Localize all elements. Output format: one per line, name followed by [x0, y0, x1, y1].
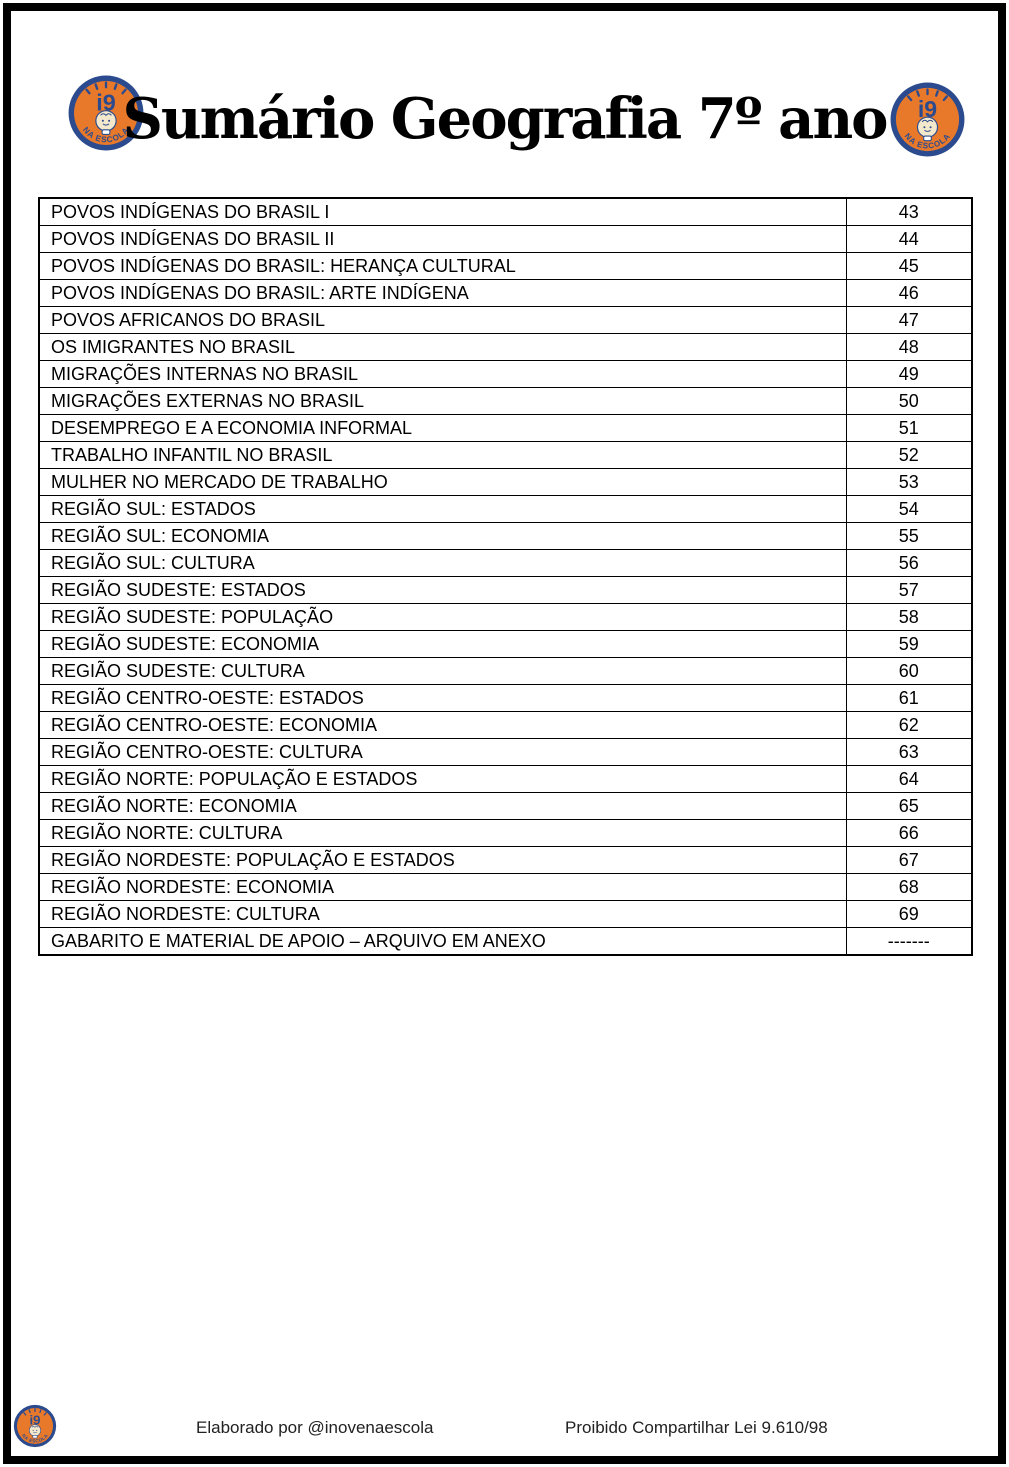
- toc-entry-title: POVOS INDÍGENAS DO BRASIL: HERANÇA CULTURAL: [39, 253, 846, 280]
- toc-entry-title: GABARITO E MATERIAL DE APOIO – ARQUIVO EM ANEXO: [39, 928, 846, 956]
- toc-entry-page-number: 51: [846, 415, 972, 442]
- toc-entry-title: POVOS INDÍGENAS DO BRASIL I: [39, 198, 846, 226]
- toc-entry-page-number: 57: [846, 577, 972, 604]
- toc-entry-title: REGIÃO NORDESTE: POPULAÇÃO E ESTADOS: [39, 847, 846, 874]
- toc-entry-page-number: 66: [846, 820, 972, 847]
- toc-entry-page-number: 59: [846, 631, 972, 658]
- table-row: [39, 631, 972, 658]
- toc-entry-page-number: 60: [846, 658, 972, 685]
- table-row: [39, 523, 972, 550]
- table-row: [39, 820, 972, 847]
- toc-entry-page-number: 52: [846, 442, 972, 469]
- toc-entry-page-number: 68: [846, 874, 972, 901]
- table-row: [39, 280, 972, 307]
- table-row: [39, 712, 972, 739]
- toc-entry-page-number: 69: [846, 901, 972, 928]
- toc-entry-title: POVOS INDÍGENAS DO BRASIL II: [39, 226, 846, 253]
- table-row: [39, 415, 972, 442]
- toc-entry-page-number: 46: [846, 280, 972, 307]
- table-row: [39, 901, 972, 928]
- toc-entry-title: REGIÃO NORTE: ECONOMIA: [39, 793, 846, 820]
- table-row: [39, 442, 972, 469]
- footer-copyright-notice: Proibido Compartilhar Lei 9.610/98: [565, 1418, 828, 1437]
- toc-entry-page-number: 54: [846, 496, 972, 523]
- toc-entry-page-number: 61: [846, 685, 972, 712]
- toc-entry-title: TRABALHO INFANTIL NO BRASIL: [39, 442, 846, 469]
- table-row: [39, 847, 972, 874]
- toc-entry-page-number: 63: [846, 739, 972, 766]
- toc-entry-page-number: 56: [846, 550, 972, 577]
- table-row: [39, 361, 972, 388]
- table-row: [39, 874, 972, 901]
- table-row: [39, 604, 972, 631]
- page-title: Sumário Geografia 7º ano: [122, 86, 887, 152]
- toc-entry-page-number: 50: [846, 388, 972, 415]
- table-row: [39, 766, 972, 793]
- toc-entry-title: REGIÃO SUDESTE: CULTURA: [39, 658, 846, 685]
- toc-entry-title: REGIÃO NORDESTE: CULTURA: [39, 901, 846, 928]
- toc-entry-title: REGIÃO SUDESTE: POPULAÇÃO: [39, 604, 846, 631]
- table-row: [39, 658, 972, 685]
- toc-entry-title: REGIÃO CENTRO-OESTE: CULTURA: [39, 739, 846, 766]
- toc-entry-page-number: 43: [846, 198, 972, 226]
- toc-entry-title: REGIÃO SUDESTE: ECONOMIA: [39, 631, 846, 658]
- table-row: [39, 496, 972, 523]
- toc-entry-title: MULHER NO MERCADO DE TRABALHO: [39, 469, 846, 496]
- table-row: [39, 226, 972, 253]
- toc-entry-page-number: 45: [846, 253, 972, 280]
- toc-entry-page-number: 47: [846, 307, 972, 334]
- table-row: [39, 253, 972, 280]
- table-row: [39, 793, 972, 820]
- toc-entry-page-number: 53: [846, 469, 972, 496]
- toc-entry-page-number: 49: [846, 361, 972, 388]
- toc-entry-title: REGIÃO CENTRO-OESTE: ESTADOS: [39, 685, 846, 712]
- toc-entry-title: REGIÃO SUL: ECONOMIA: [39, 523, 846, 550]
- table-row: [39, 388, 972, 415]
- toc-entry-title: MIGRAÇÕES EXTERNAS NO BRASIL: [39, 388, 846, 415]
- toc-entry-page-number: -------: [846, 928, 972, 956]
- toc-entry-page-number: 67: [846, 847, 972, 874]
- toc-entry-page-number: 55: [846, 523, 972, 550]
- table-row: [39, 928, 972, 956]
- table-row: [39, 334, 972, 361]
- toc-entry-page-number: 64: [846, 766, 972, 793]
- footer-credit-text: Elaborado por @inovenaescola: [196, 1418, 434, 1437]
- table-row: [39, 307, 972, 334]
- toc-table: [38, 197, 973, 956]
- table-row: [39, 550, 972, 577]
- table-row: [39, 577, 972, 604]
- table-row: [39, 685, 972, 712]
- toc-entry-title: REGIÃO CENTRO-OESTE: ECONOMIA: [39, 712, 846, 739]
- toc-entry-title: REGIÃO SUL: ESTADOS: [39, 496, 846, 523]
- toc-entry-title: REGIÃO NORTE: POPULAÇÃO E ESTADOS: [39, 766, 846, 793]
- table-row: [39, 469, 972, 496]
- toc-entry-title: REGIÃO SUL: CULTURA: [39, 550, 846, 577]
- toc-entry-title: REGIÃO NORTE: CULTURA: [39, 820, 846, 847]
- toc-entry-title: POVOS INDÍGENAS DO BRASIL: ARTE INDÍGENA: [39, 280, 846, 307]
- i9-na-escola-logo-icon: [13, 1404, 57, 1448]
- table-row: [39, 198, 972, 226]
- toc-entry-page-number: 48: [846, 334, 972, 361]
- toc-entry-title: REGIÃO SUDESTE: ESTADOS: [39, 577, 846, 604]
- toc-entry-page-number: 65: [846, 793, 972, 820]
- table-row: [39, 739, 972, 766]
- i9-na-escola-logo-icon: [889, 81, 966, 158]
- toc-entry-title: OS IMIGRANTES NO BRASIL: [39, 334, 846, 361]
- toc-entry-title: DESEMPREGO E A ECONOMIA INFORMAL: [39, 415, 846, 442]
- toc-entry-title: POVOS AFRICANOS DO BRASIL: [39, 307, 846, 334]
- toc-entry-page-number: 44: [846, 226, 972, 253]
- toc-entry-page-number: 62: [846, 712, 972, 739]
- toc-entry-page-number: 58: [846, 604, 972, 631]
- toc-entry-title: MIGRAÇÕES INTERNAS NO BRASIL: [39, 361, 846, 388]
- toc-entry-title: REGIÃO NORDESTE: ECONOMIA: [39, 874, 846, 901]
